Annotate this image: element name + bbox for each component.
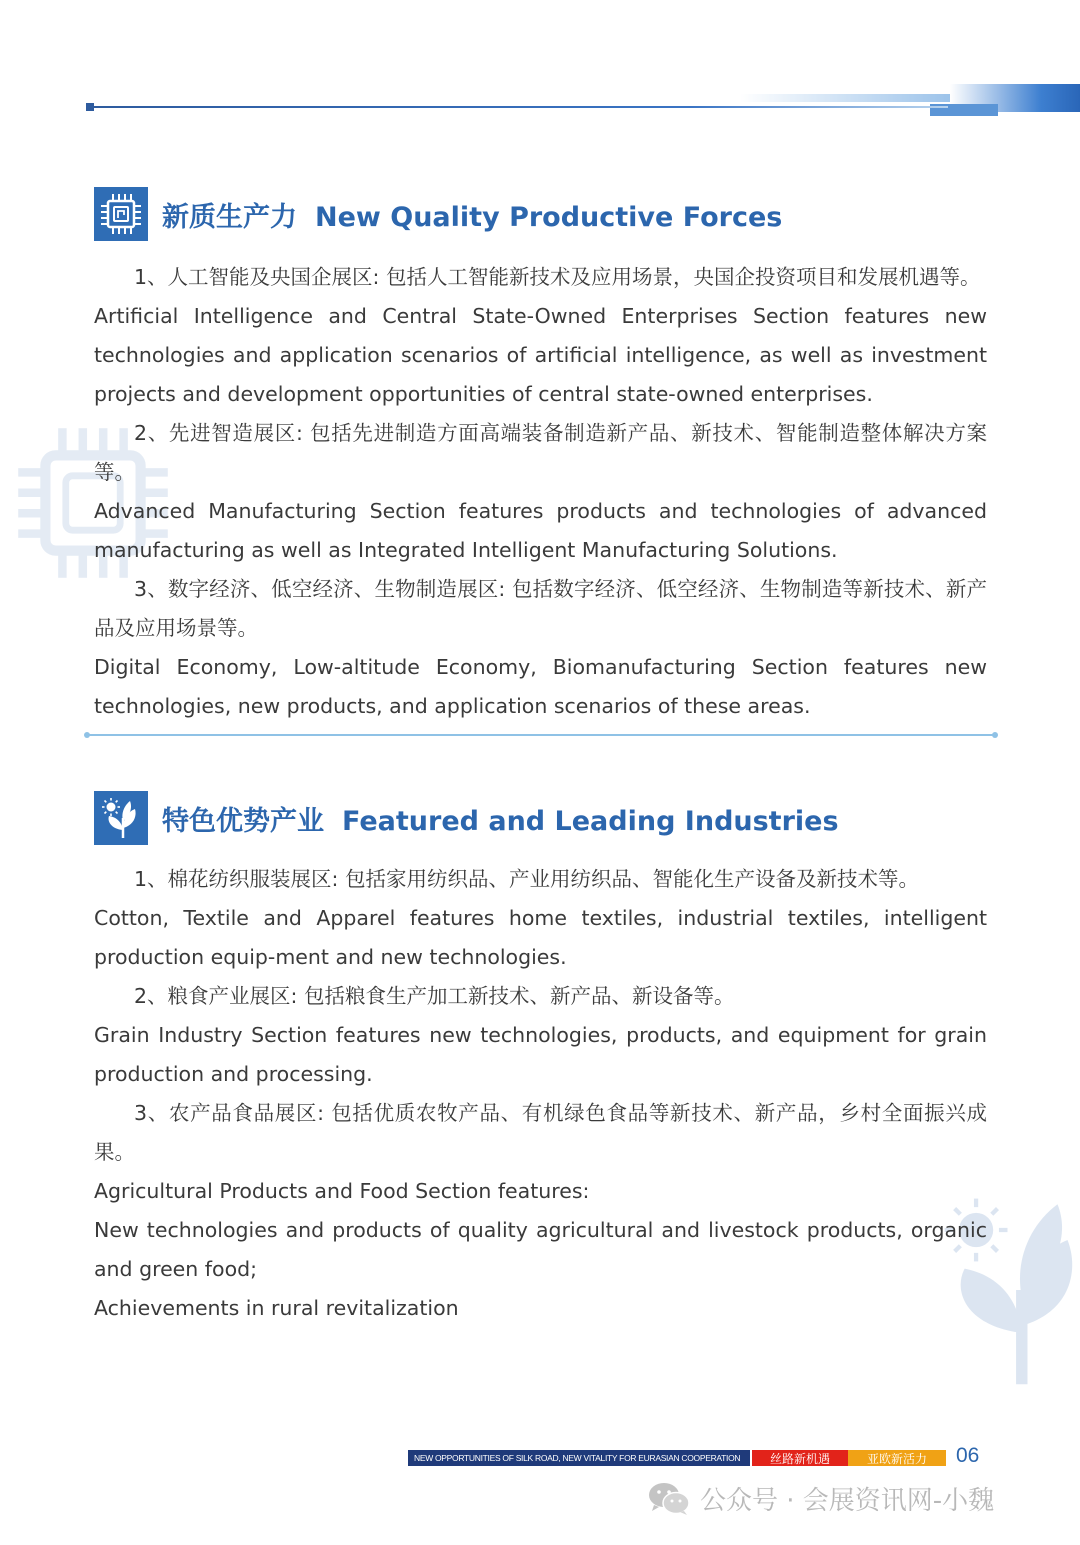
section-title-zh: 特色优势产业: [162, 805, 324, 837]
section-divider: [86, 734, 996, 736]
paragraph: Achievements in rural revitalization: [94, 1296, 459, 1320]
section-title-zh: 新质生产力: [162, 201, 297, 233]
wechat-watermark: [648, 1480, 994, 1517]
paragraph: Digital Economy, Low-altitude Economy, Biomanufacturing Section features new technologies, new products, and application scenarios of these areas.: [94, 655, 987, 718]
paragraph: 1、棉花纺织服装展区: 包括家用纺织品、产业用纺织品、智能化生产设备及新技术等。: [134, 867, 919, 891]
paragraph: 2、先进智造展区: 包括先进制造方面高端装备制造新产品、新技术、智能制造整体解决方案等。: [94, 421, 987, 484]
divider-dot: [84, 732, 90, 738]
paragraph: 3、数字经济、低空经济、生物制造展区: 包括数字经济、低空经济、生物制造等新技术、新产品及应用场景等。: [94, 577, 987, 640]
paragraph: Artificial Intelligence and Central State-Owned Enterprises Section features new technologies and application scenarios of artificial intelligence, as well as investment projects and development opportunities of central state-owned enterprises.: [94, 304, 987, 406]
paragraph: New technologies and products of quality agricultural and livestock products, organic and green food;: [94, 1218, 987, 1281]
section-title-en: Featured and Leading Industries: [342, 805, 839, 837]
paragraph: Cotton, Textile and Apparel features home textiles, industrial textiles, intelligent production equip-ment and new technologies.: [94, 906, 987, 969]
section-title: [162, 195, 782, 234]
paragraph: Advanced Manufacturing Section features products and technologies of advanced manufacturing as well as Integrated Intelligent Manufacturing Solutions.: [94, 499, 987, 562]
paragraph: 1、人工智能及央国企展区: 包括人工智能新技术及应用场景，央国企投资项目和发展机遇等。: [134, 265, 981, 289]
header-rule-marker: [86, 103, 94, 111]
footer-slogan-red: 丝路新机遇: [752, 1450, 848, 1466]
section-header-featured: [94, 791, 839, 845]
divider-dot: [992, 732, 998, 738]
sprout-sun-icon: [94, 791, 148, 845]
page-number: 06: [956, 1444, 980, 1467]
section-title-en: New Quality Productive Forces: [315, 201, 783, 233]
section-body-new-quality: [94, 258, 987, 726]
paragraph: 3、农产品食品展区: 包括优质农牧产品、有机绿色食品等新技术、新产品，乡村全面振兴成果。: [94, 1101, 987, 1164]
header-gradient-bar-light: [740, 94, 950, 102]
section-body-featured: [94, 860, 987, 1328]
footer-slogan-yellow: 亚欧新活力: [848, 1450, 946, 1466]
paragraph: Grain Industry Section features new technologies, products, and equipment for grain production and processing.: [94, 1023, 987, 1086]
section-title: [162, 799, 839, 838]
chip-icon: [94, 187, 148, 241]
footer-english-slogan: NEW OPPORTUNITIES OF SILK ROAD, NEW VITALITY FOR EURASIAN COOPERATION: [408, 1450, 750, 1466]
section-header-new-quality: [94, 187, 782, 241]
paragraph: 2、粮食产业展区: 包括粮食生产加工新技术、新产品、新设备等。: [134, 984, 735, 1008]
wechat-watermark-text: 公众号 · 会展资讯网-小魏: [700, 1486, 995, 1516]
wechat-icon: [648, 1481, 690, 1517]
header-rule: [88, 106, 948, 108]
paragraph: Agricultural Products and Food Section features:: [94, 1179, 590, 1203]
